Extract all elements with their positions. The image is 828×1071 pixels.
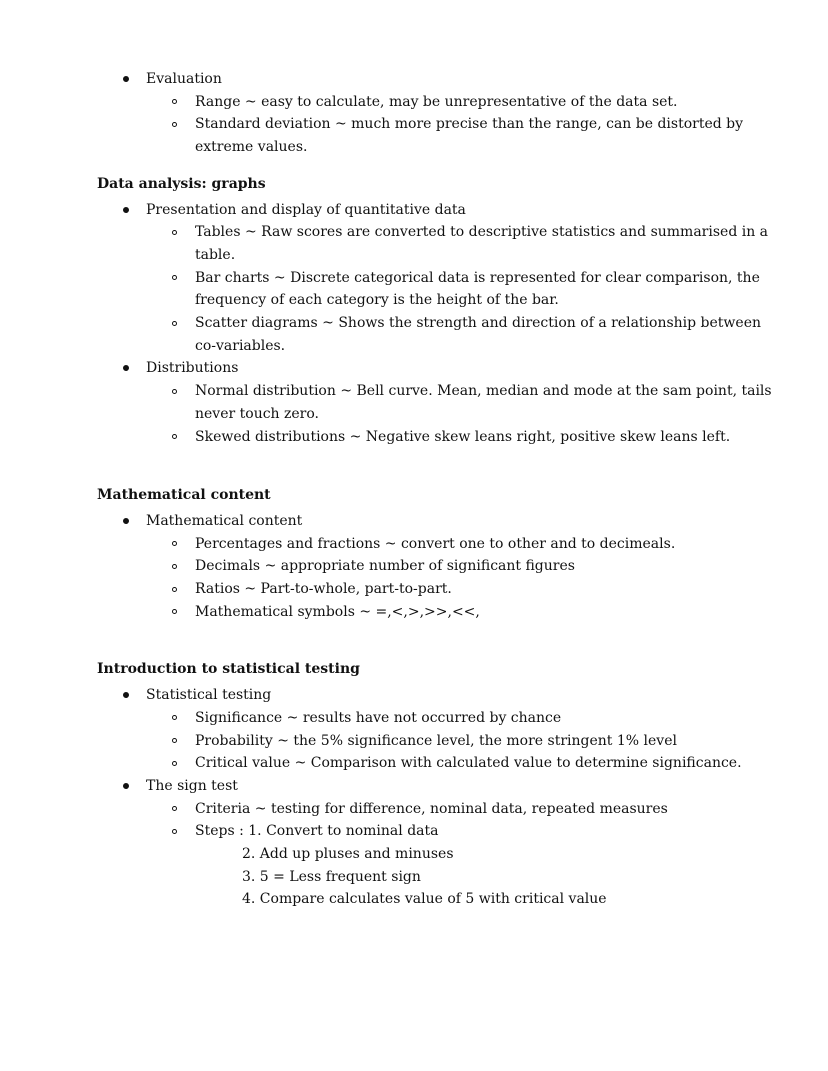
sub-list-item: Percentages and fractions ~ convert one to other and to decimeals. (195, 535, 676, 552)
section-heading: Data analysis: graphs (97, 175, 266, 192)
sub-list-item: Scatter diagrams ~ Shows the strength and direction of a relationship between (195, 315, 762, 331)
sub-list-item: Criteria ~ testing for difference, nominal data, repeated measures (195, 800, 668, 817)
sub-list-item: Decimals ~ appropriate number of significant figures (195, 558, 575, 575)
circle-bullet-icon (172, 541, 177, 546)
sub-list-item: Mathematical symbols ~ =,<,>,>>,<<, (195, 603, 480, 620)
sub-list-item: Standard deviation ~ much more precise than the range, can be distorted by (195, 116, 744, 133)
step-item: 2. Add up pluses and minuses (242, 846, 454, 862)
sub-list-item: Tables ~ Raw scores are converted to descriptive statistics and summarised in a (195, 224, 769, 241)
list-item: The sign test (146, 777, 238, 794)
circle-bullet-icon (172, 715, 177, 720)
circle-bullet-icon (172, 122, 177, 127)
list-item: Distributions (146, 360, 239, 377)
circle-bullet-icon (172, 587, 177, 592)
list-item: Presentation and display of quantitative data (146, 201, 466, 218)
circle-bullet-icon (172, 761, 177, 766)
bullet-icon (123, 783, 129, 789)
bullet-icon (123, 76, 129, 82)
circle-bullet-icon (172, 806, 177, 811)
sub-list-item: Skewed distributions ~ Negative skew leans right, positive skew leans left. (195, 428, 731, 445)
circle-bullet-icon (172, 99, 177, 104)
list-item: Mathematical content (146, 512, 303, 529)
list-item: Statistical testing (146, 687, 272, 704)
section-heading: Mathematical content (97, 487, 271, 504)
sub-list-item: Probability ~ the 5% significance level, the more stringent 1% level (195, 732, 677, 749)
bullet-icon (123, 365, 129, 371)
step-item: 4. Compare calculates value of 5 with critical value (242, 891, 607, 908)
section-heading: Introduction to statistical testing (97, 661, 360, 678)
bullet-icon (123, 692, 129, 698)
sub-list-item: Critical value ~ Comparison with calculated value to determine significance. (195, 755, 742, 772)
circle-bullet-icon (172, 434, 177, 439)
sub-list-item: co-variables. (195, 337, 286, 354)
sub-list-item: never touch zero. (195, 405, 320, 422)
sub-list-item: frequency of each category is the height of the bar. (195, 292, 559, 309)
circle-bullet-icon (172, 829, 177, 834)
sub-list-item: Ratios ~ Part-to-whole, part-to-part. (195, 581, 452, 597)
sub-list-item: Bar charts ~ Discrete categorical data is represented for clear comparison, the (195, 269, 760, 286)
circle-bullet-icon (172, 275, 177, 280)
sub-list-item: Significance ~ results have not occurred by chance (195, 709, 562, 726)
circle-bullet-icon (172, 609, 177, 614)
circle-bullet-icon (172, 738, 177, 743)
circle-bullet-icon (172, 230, 177, 235)
list-item: Evaluation (146, 71, 222, 87)
sub-list-item: Steps : 1. Convert to nominal data (195, 823, 439, 840)
circle-bullet-icon (172, 564, 177, 569)
circle-bullet-icon (172, 389, 177, 394)
circle-bullet-icon (172, 321, 177, 326)
sub-list-item: table. (195, 246, 236, 263)
bullet-icon (123, 518, 129, 524)
step-item: 3. 5 = Less frequent sign (242, 868, 421, 885)
sub-list-item: extreme values. (195, 139, 308, 156)
bullet-icon (123, 207, 129, 213)
sub-list-item: Normal distribution ~ Bell curve. Mean, median and mode at the sam point, tails (195, 383, 772, 400)
sub-list-item: Range ~ easy to calculate, may be unrepresentative of the data set. (195, 93, 678, 110)
